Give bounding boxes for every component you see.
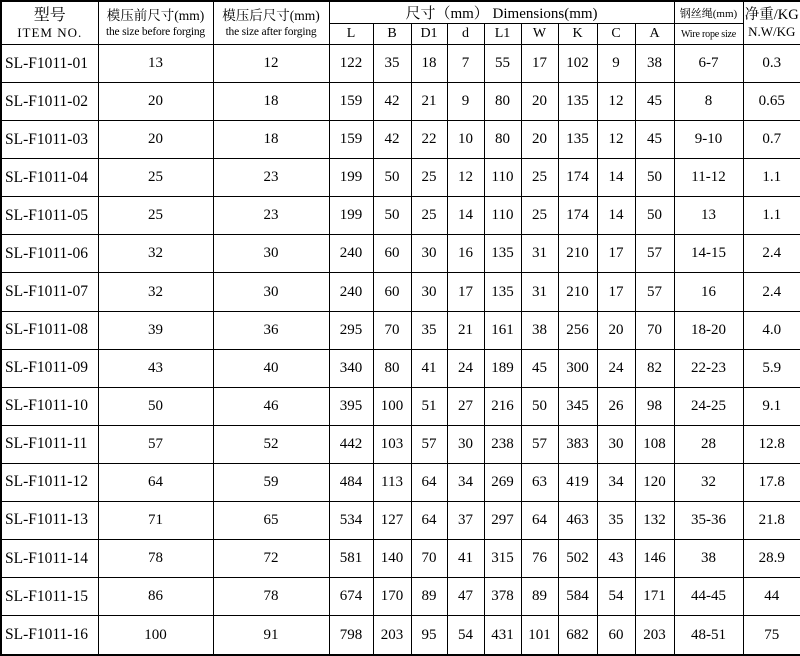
dim-cell-W: 45: [521, 349, 558, 387]
dim-cell-B: 203: [373, 616, 411, 655]
dim-cell-d: 27: [447, 387, 484, 425]
item-no-cell: SL-F1011-01: [1, 45, 98, 83]
dim-cell-L1: 135: [484, 235, 521, 273]
dim-cell-A: 82: [635, 349, 674, 387]
wire-rope-cell: 13: [674, 197, 743, 235]
dim-cell-A: 50: [635, 159, 674, 197]
table-row: [1, 349, 800, 387]
dim-cell-C: 34: [597, 463, 635, 501]
dim-cell-B: 35: [373, 45, 411, 83]
dim-cell-K: 419: [558, 463, 597, 501]
after-size-cell: 91: [213, 616, 329, 655]
wire-rope-cell: 48-51: [674, 616, 743, 655]
after-size-cell: 36: [213, 311, 329, 349]
dim-cell-B: 42: [373, 83, 411, 121]
dim-cell-C: 14: [597, 197, 635, 235]
dim-cell-K: 463: [558, 501, 597, 539]
dim-cell-L: 122: [329, 45, 373, 83]
item-no-cell: SL-F1011-08: [1, 311, 98, 349]
before-size-cell: 57: [98, 425, 213, 463]
dim-cell-d: 21: [447, 311, 484, 349]
dim-cell-d: 14: [447, 197, 484, 235]
dim-cell-d: 41: [447, 540, 484, 578]
after-size-cell: 46: [213, 387, 329, 425]
dim-cell-L: 674: [329, 578, 373, 616]
before-size-cell: 32: [98, 235, 213, 273]
dim-cell-K: 383: [558, 425, 597, 463]
item-no-cell: SL-F1011-13: [1, 501, 98, 539]
table-row: [1, 121, 800, 159]
dim-cell-B: 113: [373, 463, 411, 501]
dim-cell-W: 50: [521, 387, 558, 425]
dim-cell-D1: 21: [411, 83, 447, 121]
table-row: [1, 578, 800, 616]
dim-cell-C: 43: [597, 540, 635, 578]
after-size-cell: 40: [213, 349, 329, 387]
dim-cell-W: 25: [521, 159, 558, 197]
dim-cell-D1: 25: [411, 197, 447, 235]
net-weight-cell: 0.3: [743, 45, 800, 83]
dim-cell-B: 50: [373, 159, 411, 197]
dim-cell-C: 30: [597, 425, 635, 463]
before-size-cell: 100: [98, 616, 213, 655]
dim-cell-D1: 64: [411, 463, 447, 501]
header-dim-A: A: [635, 24, 674, 45]
dim-cell-D1: 30: [411, 273, 447, 311]
dim-cell-K: 210: [558, 273, 597, 311]
dim-cell-L: 295: [329, 311, 373, 349]
dim-cell-L: 240: [329, 273, 373, 311]
dim-cell-W: 63: [521, 463, 558, 501]
dim-cell-L: 340: [329, 349, 373, 387]
wire-rope-cell: 14-15: [674, 235, 743, 273]
table-row: [1, 197, 800, 235]
dim-cell-W: 89: [521, 578, 558, 616]
dim-cell-K: 682: [558, 616, 597, 655]
dim-cell-L1: 297: [484, 501, 521, 539]
dim-cell-L: 199: [329, 197, 373, 235]
before-size-cell: 20: [98, 83, 213, 121]
net-weight-cell: 1.1: [743, 197, 800, 235]
after-size-cell: 30: [213, 273, 329, 311]
table-row: [1, 159, 800, 197]
after-size-cell: 52: [213, 425, 329, 463]
dim-cell-W: 57: [521, 425, 558, 463]
net-weight-cell: 17.8: [743, 463, 800, 501]
net-weight-cell: 0.65: [743, 83, 800, 121]
dim-cell-K: 174: [558, 197, 597, 235]
before-size-cell: 20: [98, 121, 213, 159]
wire-rope-cell: 22-23: [674, 349, 743, 387]
dim-cell-K: 300: [558, 349, 597, 387]
header-wire-rope-cn: 钢丝绳(mm): [674, 1, 743, 24]
after-size-cell: 12: [213, 45, 329, 83]
dim-cell-A: 120: [635, 463, 674, 501]
table-body: [1, 45, 800, 656]
dim-cell-d: 17: [447, 273, 484, 311]
header-item-no: [1, 1, 98, 45]
dim-cell-L: 798: [329, 616, 373, 655]
dim-cell-W: 25: [521, 197, 558, 235]
header-net-weight-cn: 净重/KG: [744, 7, 799, 24]
before-size-cell: 32: [98, 273, 213, 311]
header-item-no-en: ITEM NO.: [17, 24, 83, 40]
dim-cell-L1: 315: [484, 540, 521, 578]
wire-rope-cell: 35-36: [674, 501, 743, 539]
dim-cell-D1: 18: [411, 45, 447, 83]
dim-cell-D1: 70: [411, 540, 447, 578]
dim-cell-K: 135: [558, 121, 597, 159]
header-dim-W: W: [521, 24, 558, 45]
wire-rope-cell: 11-12: [674, 159, 743, 197]
dim-cell-B: 50: [373, 197, 411, 235]
table-row: [1, 83, 800, 121]
item-no-cell: SL-F1011-02: [1, 83, 98, 121]
dim-cell-A: 108: [635, 425, 674, 463]
dim-cell-d: 37: [447, 501, 484, 539]
header-size-before-forging: [98, 1, 213, 45]
wire-rope-cell: 18-20: [674, 311, 743, 349]
item-no-cell: SL-F1011-06: [1, 235, 98, 273]
item-no-cell: SL-F1011-16: [1, 616, 98, 655]
dim-cell-K: 584: [558, 578, 597, 616]
dim-cell-K: 502: [558, 540, 597, 578]
before-size-cell: 50: [98, 387, 213, 425]
table-header: [1, 1, 800, 45]
dim-cell-W: 20: [521, 83, 558, 121]
header-size-after-forging: [213, 1, 329, 45]
wire-rope-cell: 8: [674, 83, 743, 121]
item-no-cell: SL-F1011-10: [1, 387, 98, 425]
dim-cell-L1: 161: [484, 311, 521, 349]
header-dim-C: C: [597, 24, 635, 45]
item-no-cell: SL-F1011-04: [1, 159, 98, 197]
dim-cell-L: 159: [329, 83, 373, 121]
item-no-cell: SL-F1011-11: [1, 425, 98, 463]
net-weight-cell: 4.0: [743, 311, 800, 349]
after-size-cell: 72: [213, 540, 329, 578]
table-row: [1, 425, 800, 463]
after-size-cell: 23: [213, 197, 329, 235]
before-size-cell: 86: [98, 578, 213, 616]
dim-cell-A: 45: [635, 83, 674, 121]
before-size-cell: 78: [98, 540, 213, 578]
item-no-cell: SL-F1011-09: [1, 349, 98, 387]
table-row: [1, 616, 800, 655]
dim-cell-A: 146: [635, 540, 674, 578]
dim-cell-d: 30: [447, 425, 484, 463]
header-dim-D1: D1: [411, 24, 447, 45]
dim-cell-D1: 30: [411, 235, 447, 273]
dim-cell-L1: 80: [484, 121, 521, 159]
before-size-cell: 25: [98, 159, 213, 197]
dim-cell-A: 70: [635, 311, 674, 349]
net-weight-cell: 5.9: [743, 349, 800, 387]
dim-cell-C: 24: [597, 349, 635, 387]
dim-cell-C: 14: [597, 159, 635, 197]
dim-cell-C: 20: [597, 311, 635, 349]
dim-cell-A: 132: [635, 501, 674, 539]
dim-cell-L: 534: [329, 501, 373, 539]
dim-cell-W: 101: [521, 616, 558, 655]
dim-cell-A: 50: [635, 197, 674, 235]
dim-cell-B: 103: [373, 425, 411, 463]
dim-cell-L: 199: [329, 159, 373, 197]
dim-cell-B: 127: [373, 501, 411, 539]
dim-cell-K: 256: [558, 311, 597, 349]
dim-cell-d: 16: [447, 235, 484, 273]
header-before-cn: 模压前尺寸(mm): [106, 8, 205, 24]
dim-cell-D1: 41: [411, 349, 447, 387]
dim-cell-d: 7: [447, 45, 484, 83]
dim-cell-d: 9: [447, 83, 484, 121]
dim-cell-K: 345: [558, 387, 597, 425]
dim-cell-D1: 22: [411, 121, 447, 159]
wire-rope-cell: 6-7: [674, 45, 743, 83]
dim-cell-L: 159: [329, 121, 373, 159]
dim-cell-L1: 238: [484, 425, 521, 463]
table-row: [1, 463, 800, 501]
dim-cell-C: 60: [597, 616, 635, 655]
item-no-cell: SL-F1011-14: [1, 540, 98, 578]
table-row: [1, 45, 800, 83]
dim-cell-B: 170: [373, 578, 411, 616]
dim-cell-D1: 95: [411, 616, 447, 655]
net-weight-cell: 28.9: [743, 540, 800, 578]
dim-cell-B: 60: [373, 273, 411, 311]
dim-cell-L: 395: [329, 387, 373, 425]
net-weight-cell: 0.7: [743, 121, 800, 159]
dim-cell-C: 12: [597, 83, 635, 121]
dim-cell-B: 140: [373, 540, 411, 578]
after-size-cell: 78: [213, 578, 329, 616]
dim-cell-W: 31: [521, 235, 558, 273]
before-size-cell: 39: [98, 311, 213, 349]
after-size-cell: 18: [213, 121, 329, 159]
dim-cell-D1: 51: [411, 387, 447, 425]
dim-cell-L1: 135: [484, 273, 521, 311]
after-size-cell: 65: [213, 501, 329, 539]
dim-cell-L: 581: [329, 540, 373, 578]
dim-cell-A: 38: [635, 45, 674, 83]
dim-cell-d: 10: [447, 121, 484, 159]
net-weight-cell: 75: [743, 616, 800, 655]
dim-cell-L1: 110: [484, 197, 521, 235]
after-size-cell: 30: [213, 235, 329, 273]
table-row: [1, 311, 800, 349]
net-weight-cell: 1.1: [743, 159, 800, 197]
net-weight-cell: 44: [743, 578, 800, 616]
dim-cell-L1: 55: [484, 45, 521, 83]
dim-cell-A: 45: [635, 121, 674, 159]
dim-cell-W: 76: [521, 540, 558, 578]
header-item-no-cn: 型号: [33, 6, 66, 24]
after-size-cell: 23: [213, 159, 329, 197]
dim-cell-B: 42: [373, 121, 411, 159]
dim-cell-K: 174: [558, 159, 597, 197]
header-after-cn: 模压后尺寸(mm): [222, 8, 320, 24]
dim-cell-D1: 64: [411, 501, 447, 539]
dim-cell-C: 9: [597, 45, 635, 83]
before-size-cell: 43: [98, 349, 213, 387]
dim-cell-A: 57: [635, 273, 674, 311]
header-dim-L: L: [329, 24, 373, 45]
dim-cell-C: 12: [597, 121, 635, 159]
dim-cell-L: 484: [329, 463, 373, 501]
dim-cell-W: 38: [521, 311, 558, 349]
item-no-cell: SL-F1011-03: [1, 121, 98, 159]
dim-cell-d: 24: [447, 349, 484, 387]
net-weight-cell: 21.8: [743, 501, 800, 539]
before-size-cell: 64: [98, 463, 213, 501]
header-net-weight-en: N.W/KG: [748, 24, 796, 40]
dim-cell-C: 17: [597, 235, 635, 273]
dim-cell-W: 64: [521, 501, 558, 539]
table-row: [1, 387, 800, 425]
dim-cell-B: 60: [373, 235, 411, 273]
wire-rope-cell: 24-25: [674, 387, 743, 425]
dim-cell-L: 442: [329, 425, 373, 463]
before-size-cell: 13: [98, 45, 213, 83]
dim-cell-d: 54: [447, 616, 484, 655]
header-dim-d: d: [447, 24, 484, 45]
header-wire-rope-en: Wire rope size: [674, 24, 743, 45]
dim-cell-K: 210: [558, 235, 597, 273]
wire-rope-cell: 32: [674, 463, 743, 501]
dim-cell-d: 34: [447, 463, 484, 501]
net-weight-cell: 2.4: [743, 273, 800, 311]
dim-cell-K: 135: [558, 83, 597, 121]
dim-cell-D1: 35: [411, 311, 447, 349]
dim-cell-W: 17: [521, 45, 558, 83]
header-row-1: [1, 1, 800, 24]
table-row: [1, 540, 800, 578]
after-size-cell: 18: [213, 83, 329, 121]
item-no-cell: SL-F1011-12: [1, 463, 98, 501]
before-size-cell: 25: [98, 197, 213, 235]
table-row: [1, 501, 800, 539]
dim-cell-B: 80: [373, 349, 411, 387]
dim-cell-L1: 269: [484, 463, 521, 501]
header-dimensions: 尺寸（mm） Dimensions(mm): [329, 1, 674, 24]
header-dim-L1: L1: [484, 24, 521, 45]
dim-cell-A: 203: [635, 616, 674, 655]
header-after-en: the size after forging: [225, 26, 317, 39]
dim-cell-A: 98: [635, 387, 674, 425]
dim-cell-L: 240: [329, 235, 373, 273]
wire-rope-cell: 9-10: [674, 121, 743, 159]
dim-cell-L1: 431: [484, 616, 521, 655]
dim-cell-C: 26: [597, 387, 635, 425]
dim-cell-d: 47: [447, 578, 484, 616]
dim-cell-K: 102: [558, 45, 597, 83]
dim-cell-D1: 25: [411, 159, 447, 197]
net-weight-cell: 9.1: [743, 387, 800, 425]
table-row: [1, 273, 800, 311]
after-size-cell: 59: [213, 463, 329, 501]
dim-cell-C: 17: [597, 273, 635, 311]
before-size-cell: 71: [98, 501, 213, 539]
dim-cell-B: 100: [373, 387, 411, 425]
dim-cell-B: 70: [373, 311, 411, 349]
item-no-cell: SL-F1011-05: [1, 197, 98, 235]
wire-rope-cell: 38: [674, 540, 743, 578]
wire-rope-cell: 16: [674, 273, 743, 311]
dim-cell-d: 12: [447, 159, 484, 197]
header-dim-K: K: [558, 24, 597, 45]
header-net-weight: [743, 1, 800, 45]
dim-cell-L1: 189: [484, 349, 521, 387]
dim-cell-A: 57: [635, 235, 674, 273]
dim-cell-L1: 80: [484, 83, 521, 121]
dim-cell-L1: 110: [484, 159, 521, 197]
header-before-en: the size before forging: [106, 26, 205, 39]
header-dim-B: B: [373, 24, 411, 45]
wire-rope-cell: 28: [674, 425, 743, 463]
dim-cell-L1: 378: [484, 578, 521, 616]
dim-cell-D1: 89: [411, 578, 447, 616]
dim-cell-W: 20: [521, 121, 558, 159]
item-no-cell: SL-F1011-15: [1, 578, 98, 616]
item-no-cell: SL-F1011-07: [1, 273, 98, 311]
dim-cell-C: 35: [597, 501, 635, 539]
dim-cell-C: 54: [597, 578, 635, 616]
net-weight-cell: 12.8: [743, 425, 800, 463]
table-row: [1, 235, 800, 273]
net-weight-cell: 2.4: [743, 235, 800, 273]
dim-cell-W: 31: [521, 273, 558, 311]
dim-cell-D1: 57: [411, 425, 447, 463]
dim-cell-L1: 216: [484, 387, 521, 425]
dim-cell-A: 171: [635, 578, 674, 616]
wire-rope-cell: 44-45: [674, 578, 743, 616]
